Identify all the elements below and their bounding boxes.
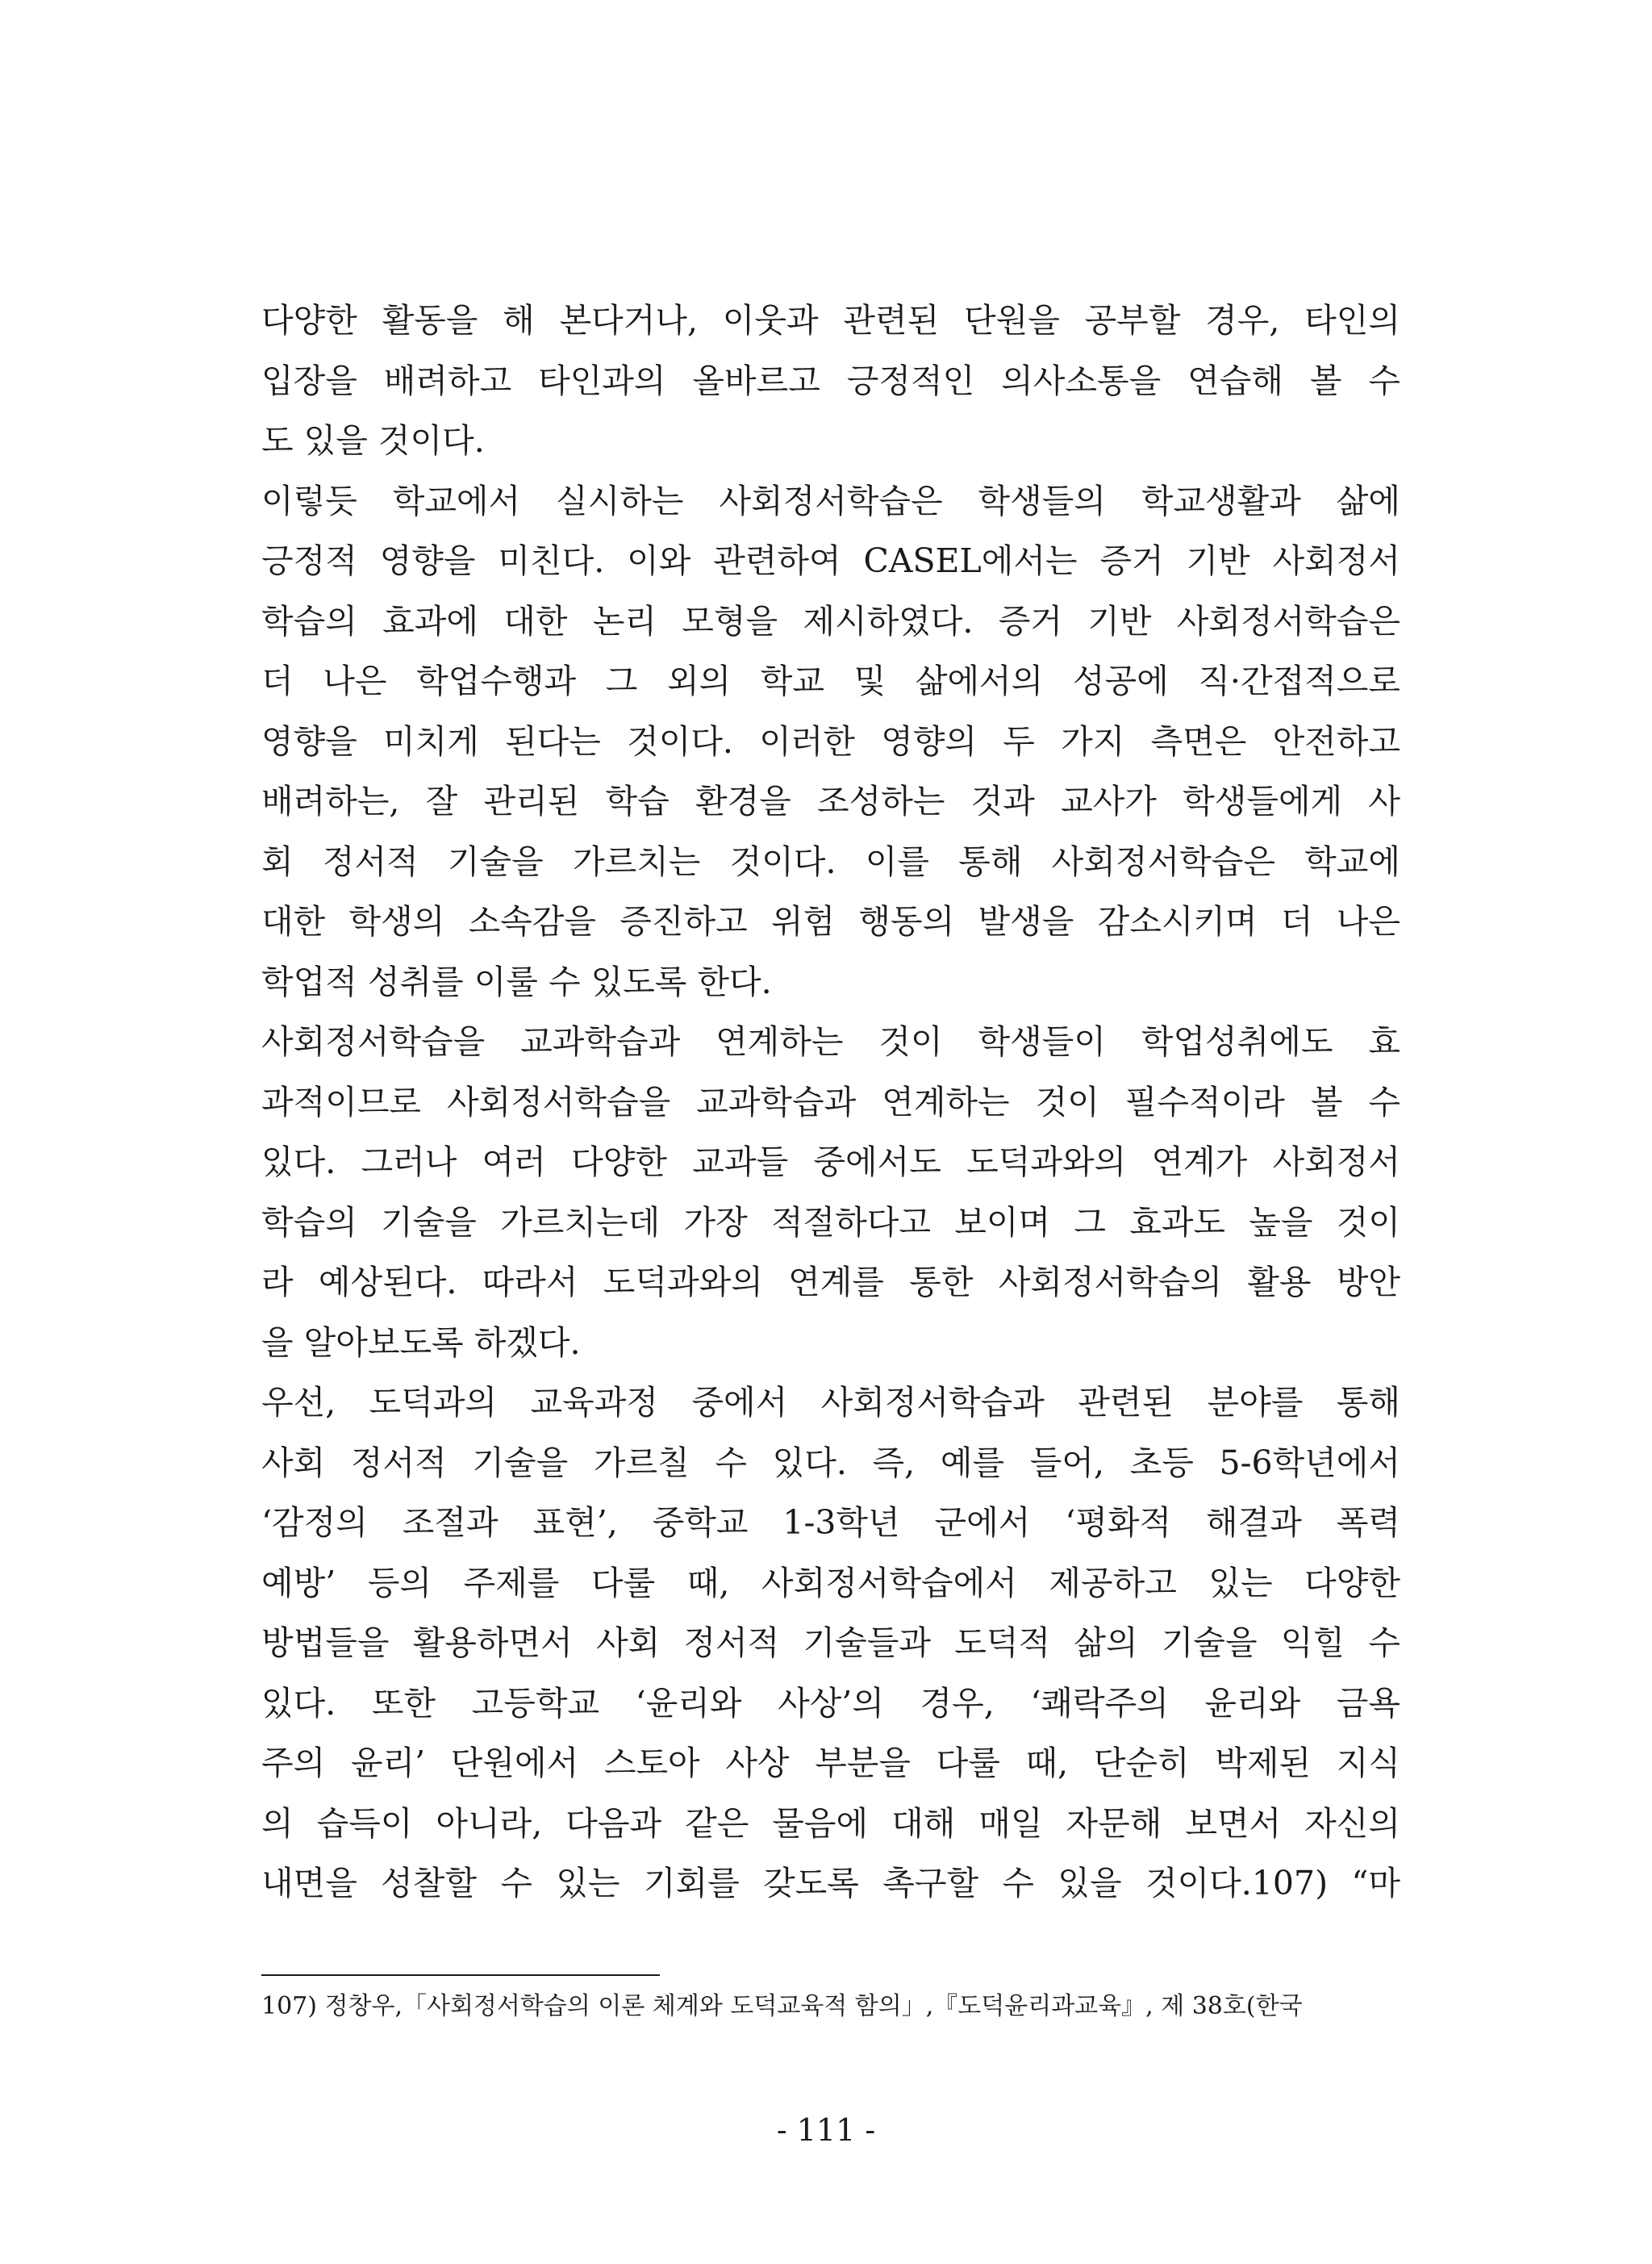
text-line: 주의 윤리’ 단원에서 스토아 사상 부분을 다룰 때, 단순히 박제된 지식 xyxy=(261,1744,1400,1782)
text-line: 영향을 미치게 된다는 것이다. 이러한 영향의 두 가지 측면은 안전하고 xyxy=(261,721,1400,761)
body-text xyxy=(261,290,1400,1914)
text-line: 과적이므로 사회정서학습을 교과학습과 연계하는 것이 필수적이라 볼 수 xyxy=(261,1082,1400,1122)
text-line: 의 습득이 아니라, 다음과 같은 물음에 대해 매일 자문해 보면서 자신의 xyxy=(261,1803,1400,1843)
text-line: 회 정서적 기술을 가르치는 것이다. 이를 통해 사회정서학습은 학교에 xyxy=(261,842,1400,881)
text-line: 있다. 또한 고등학교 ‘윤리와 사상’의 경우, ‘쾌락주의 윤리와 금욕 xyxy=(261,1683,1400,1723)
text-line: 긍정적 영향을 미친다. 이와 관련하여 CASEL에서는 증거 기반 사회정서 xyxy=(261,541,1400,580)
text-line: 을 알아보도록 하겠다. xyxy=(261,1322,581,1362)
text-line: 대한 학생의 소속감을 증진하고 위험 행동의 발생을 감소시키며 더 나은 xyxy=(261,902,1400,941)
text-line: 배려하는, 잘 관리된 학습 환경을 조성하는 것과 교사가 학생들에게 사 xyxy=(261,782,1400,821)
text-line: 학습의 기술을 가르치는데 가장 적절하다고 보이며 그 효과도 높을 것이 xyxy=(261,1202,1400,1242)
text-line: 우선, 도덕과의 교육과정 중에서 사회정서학습과 관련된 분야를 통해 xyxy=(261,1383,1400,1422)
text-line: 라 예상된다. 따라서 도덕과와의 연계를 통한 사회정서학습의 활용 방안 xyxy=(261,1263,1400,1301)
text-line: 도 있을 것이다. xyxy=(261,421,485,460)
text-line: 방법들을 활용하면서 사회 정서적 기술들과 도덕적 삶의 기술을 익힐 수 xyxy=(261,1623,1400,1662)
text-line: 입장을 배려하고 타인과의 올바르고 긍정적인 의사소통을 연습해 볼 수 xyxy=(261,361,1400,400)
footnote: 107) 정창우,「사회정서학습의 이론 체계와 도덕교육적 함의」,『도덕윤리과교육』, 제 38호(한국 xyxy=(261,1992,1303,2020)
text-line: 학업적 성취를 이룰 수 있도록 한다. xyxy=(261,962,772,1001)
text-line: 사회 정서적 기술을 가르칠 수 있다. 즉, 예를 들어, 초등 5-6학년에서 xyxy=(261,1443,1400,1482)
text-line: 있다. 그러나 여러 다양한 교과들 중에서도 도덕과와의 연계가 사회정서 xyxy=(261,1142,1400,1181)
text-line: 다양한 활동을 해 본다거나, 이웃과 관련된 단원을 공부할 경우, 타인의 xyxy=(261,301,1400,340)
footnote-divider xyxy=(261,1974,660,1976)
text-line: 사회정서학습을 교과학습과 연계하는 것이 학생들이 학업성취에도 효 xyxy=(261,1022,1400,1061)
text-line: 내면을 성찰할 수 있는 기회를 갖도록 촉구할 수 있을 것이다.107) “마 xyxy=(261,1864,1400,1903)
text-line: 이렇듯 학교에서 실시하는 사회정서학습은 학생들의 학교생활과 삶에 xyxy=(261,481,1400,520)
text-line: ‘감정의 조절과 표현’, 중학교 1-3학년 군에서 ‘평화적 해결과 폭력 xyxy=(261,1503,1400,1542)
text-line: 예방’ 등의 주제를 다룰 때, 사회정서학습에서 제공하고 있는 다양한 xyxy=(261,1563,1400,1602)
page-number: - 111 - xyxy=(776,2112,876,2148)
text-line: 학습의 효과에 대한 논리 모형을 제시하였다. 증거 기반 사회정서학습은 xyxy=(261,601,1400,641)
text-line: 더 나은 학업수행과 그 외의 학교 및 삶에서의 성공에 직·간접적으로 xyxy=(261,662,1400,700)
